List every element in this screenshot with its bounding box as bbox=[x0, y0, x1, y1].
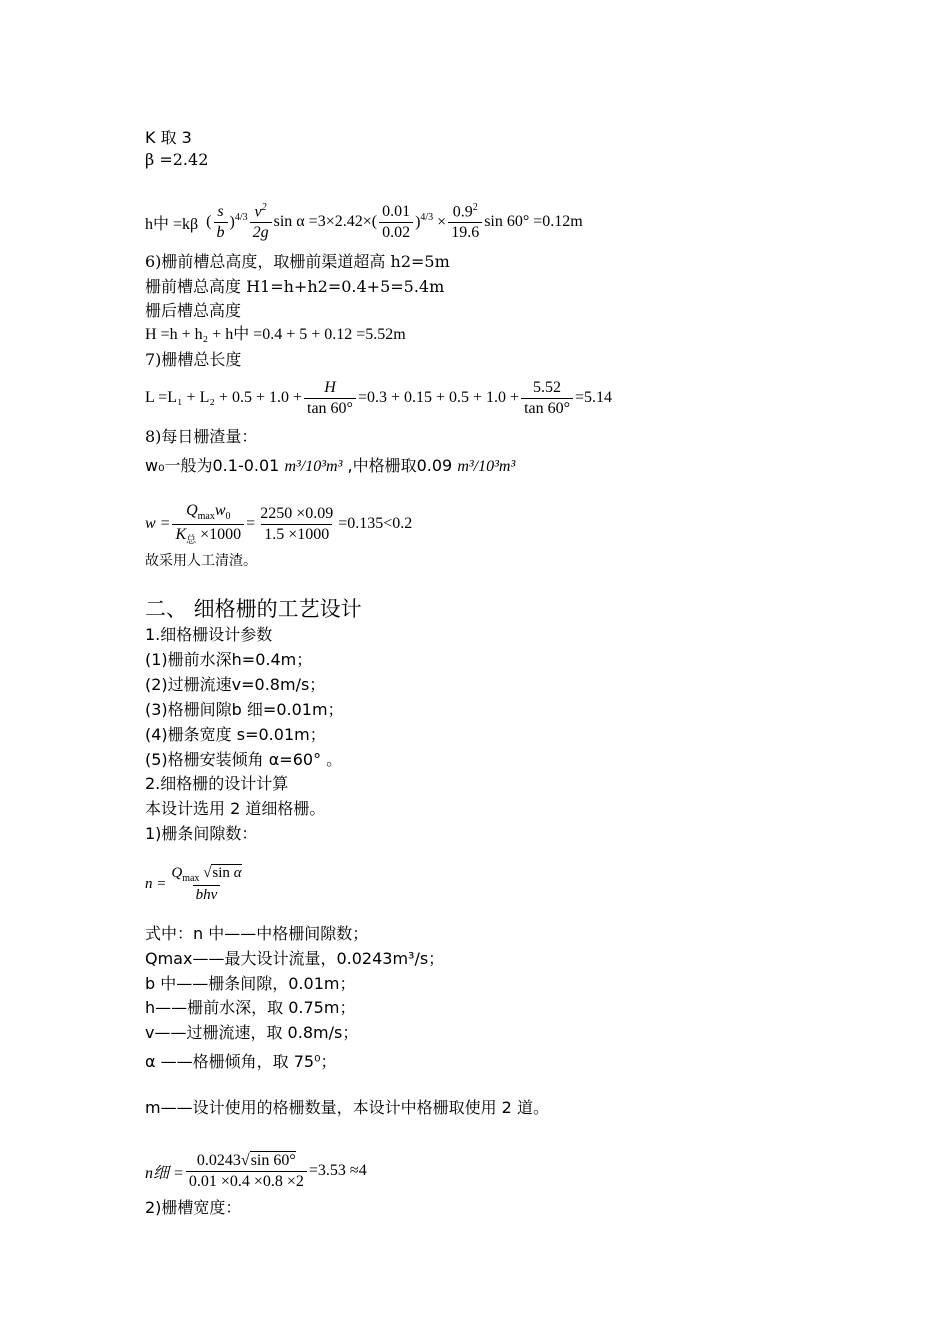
n-frac: $\frac{Q_{max} √\sin \alpha}{\text{bhv}}$ bbox=[171, 864, 242, 903]
unit-a: m³/10³m³ bbox=[284, 458, 343, 475]
v-frac: $\frac{0.9^2}{19.6}$ bbox=[448, 202, 482, 242]
h1-line: 栅前槽总高度 H1=h+h2=0.4+5=5.4m bbox=[145, 277, 445, 296]
L-right: =5.14 bbox=[575, 389, 613, 406]
p2: 2.细格栅的设计计算 bbox=[145, 774, 289, 793]
hafter-line: 栅后槽总高度 bbox=[145, 301, 242, 320]
num-frac: $\frac{2250 \times 0.09}{1.5 \times 1000}$ bbox=[260, 504, 334, 543]
where-3: b 中——栅条间隙，0.01m； bbox=[145, 974, 356, 993]
h-zhong-left: h中 =kβ bbox=[145, 215, 199, 233]
where-5: v——过栅流速，取 0.8m/s； bbox=[145, 1023, 359, 1042]
beta-line: β =2.42 bbox=[145, 150, 209, 169]
h-zhong-equation: h中 =kβ ( $\frac{s}{b}$ )$^{4/3}$ $\frac{v^2}{2g}$ sin α =3×2.42×( $\frac{0.01}{0.02}$ )$^{4/3}$ × $\frac{0.9^2}{19.6}$ sin 60° =0.12m bbox=[145, 201, 583, 242]
L-mid: =0.3 + 0.15 + 0.5 + 1.0 + bbox=[357, 389, 520, 406]
w-equation: w = $\frac{Q_{max}w_0}{K_总 \times 1000}$ = $\frac{2250 \times 0.09}{1.5 \times 1000}$ =0.135<0.2 bbox=[145, 502, 413, 546]
w0-line bbox=[145, 456, 515, 477]
where-1: 式中：n 中——中格栅间隙数； bbox=[145, 924, 369, 943]
where-6: α ——格栅倾角，取 75⁰； bbox=[145, 1052, 337, 1071]
unit-b: m³/10³m³ bbox=[457, 458, 516, 475]
n-equation bbox=[145, 858, 247, 910]
h-zhong-mid: sin α =3×2.42×( bbox=[273, 213, 378, 230]
p1a: (1)栅前水深h=0.4m； bbox=[145, 650, 313, 669]
n-xi-frac: $\frac{0.0243√\sin 60^\circ}{0.01 \times 0.4 \times 0.8 \times 2}$ bbox=[186, 1152, 307, 1191]
p1b: (2)过栅流速v=0.8m/s； bbox=[145, 675, 326, 694]
552-over-tan: $\frac{5.52}{\tan 60^\circ}$ bbox=[521, 379, 573, 418]
L-left: L =L₁ + L₂ + 0.5 + 1.0 + bbox=[145, 389, 302, 406]
h6-line: 6)栅前槽总高度，取栅前渠道超高 h2=5m bbox=[145, 252, 450, 271]
p1: 1.细格栅设计参数 bbox=[145, 625, 273, 644]
l7-line: 7)栅槽总长度 bbox=[145, 350, 242, 369]
n-xi-right: =3.53 ≈4 bbox=[308, 1162, 367, 1179]
w0-text-a: w₀一般为0.1-0.01 bbox=[145, 456, 280, 475]
p1c: (3)格栅间隙b 细=0.01m； bbox=[145, 700, 344, 719]
H-over-tan: $\frac{H}{\tan 60^\circ}$ bbox=[304, 379, 356, 418]
q-frac: $\frac{Q_{max}w_0}{K_总 \times 1000}$ bbox=[172, 502, 244, 545]
w-left: w = bbox=[145, 515, 171, 532]
k-line: K 取 3 bbox=[145, 128, 192, 147]
p3: 2)栅槽宽度： bbox=[145, 1198, 242, 1217]
n-xi-left: n细 = bbox=[145, 1164, 184, 1182]
H-equation: H =h + h₂ + h中 =0.4 + 5 + 0.12 =5.52m bbox=[145, 326, 406, 343]
v2-over-2g: $\frac{v^2}{2g}$ bbox=[250, 202, 272, 242]
ratio-frac: $\frac{0.01}{0.02}$ bbox=[379, 203, 413, 242]
l8-line: 8)每日栅渣量： bbox=[145, 427, 258, 446]
p1e: (5)格栅安装倾角 α=60° 。 bbox=[145, 750, 343, 769]
where-2: Qmax——最大设计流量，0.0243m³/s； bbox=[145, 949, 445, 968]
n-xi-equation bbox=[145, 1146, 367, 1196]
where-4: h——栅前水深，取 0.75m； bbox=[145, 998, 356, 1017]
w0-text-b: ,中格栅取0.09 bbox=[347, 456, 453, 475]
L-equation bbox=[145, 376, 612, 420]
h-zhong-right: sin 60° =0.12m bbox=[484, 213, 583, 230]
manual-line: 故采用人工清渣。 bbox=[145, 553, 257, 569]
w-right: =0.135<0.2 bbox=[338, 515, 413, 532]
p2b: 1)栅条间隙数： bbox=[145, 824, 258, 843]
section-title: 二、 细格栅的工艺设计 bbox=[145, 597, 362, 621]
where-7: m——设计使用的格栅数量，本设计中格栅取使用 2 道。 bbox=[145, 1098, 549, 1117]
p2a: 本设计选用 2 道细格栅。 bbox=[145, 799, 326, 818]
n-left: n = bbox=[145, 875, 167, 892]
p1d: (4)栅条宽度 s=0.01m； bbox=[145, 725, 326, 744]
s-over-b: $\frac{s}{b}$ bbox=[214, 203, 228, 242]
